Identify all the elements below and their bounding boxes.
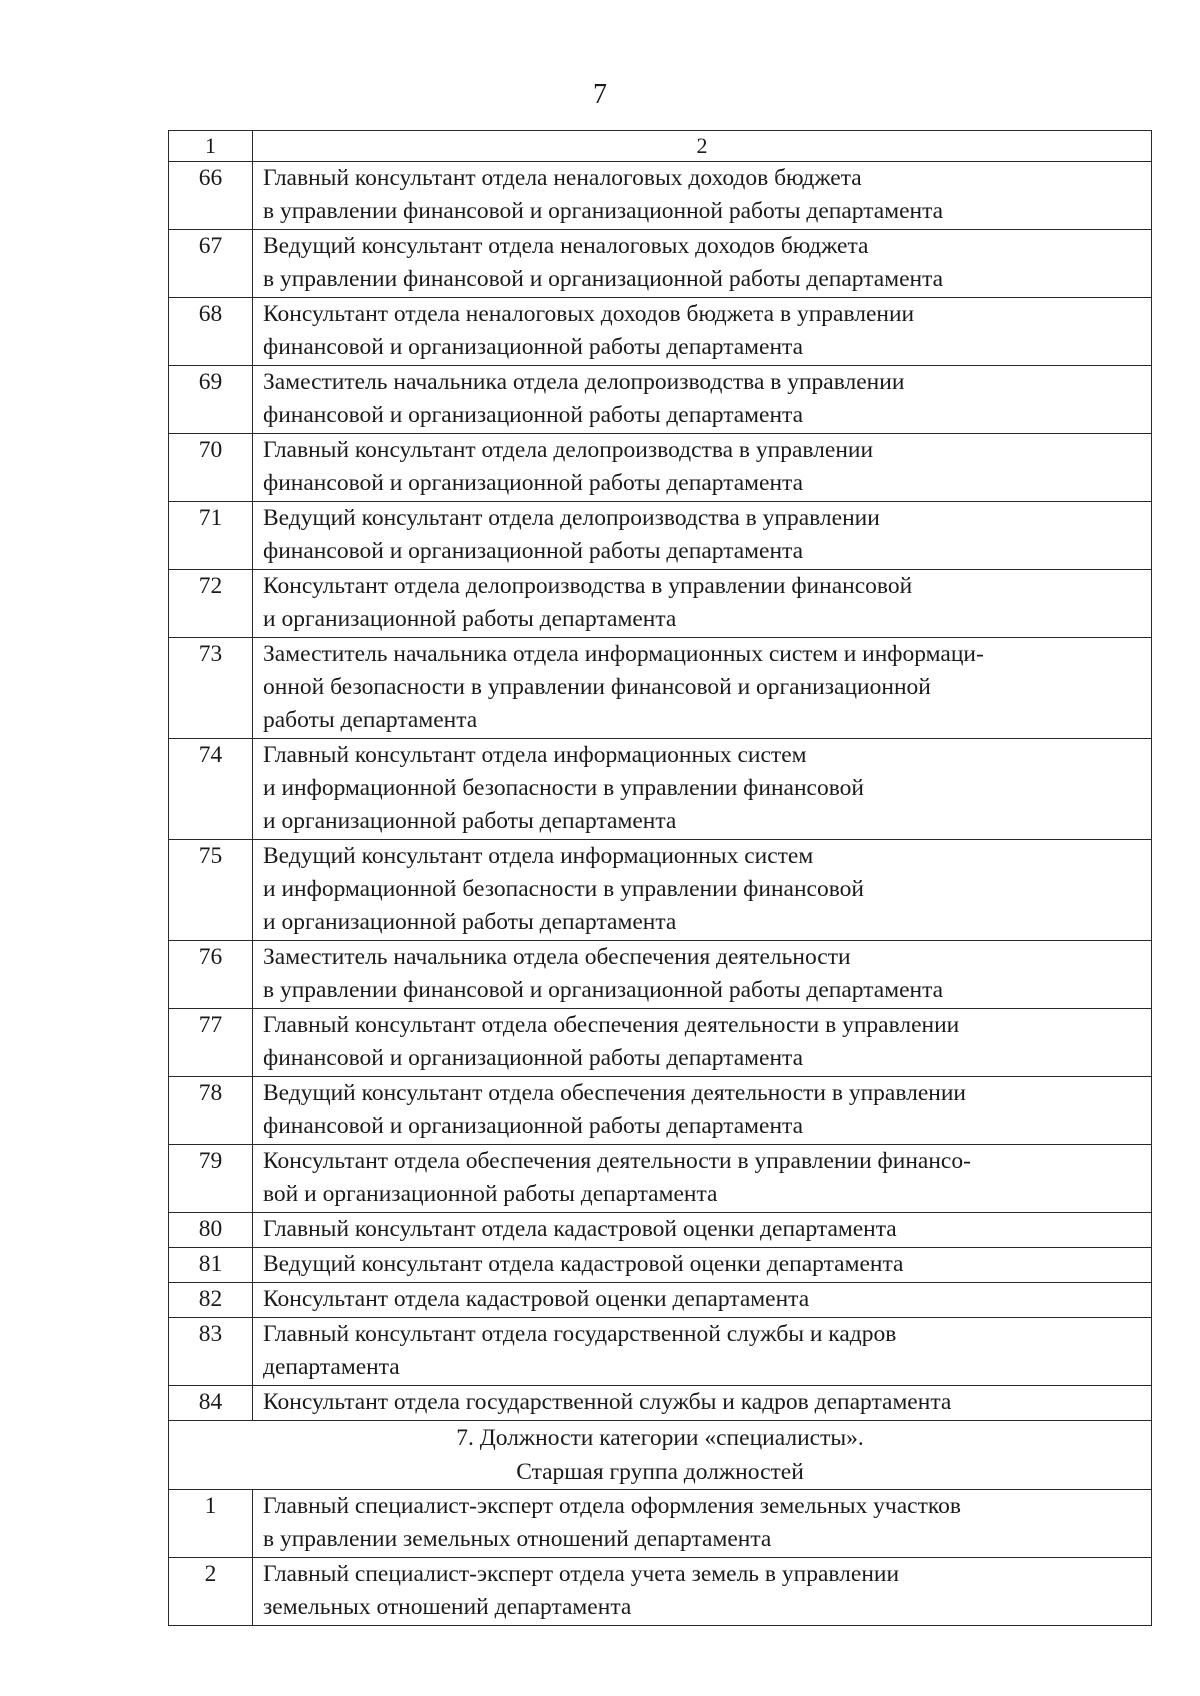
position-title	[253, 298, 1152, 366]
positions-table	[168, 130, 1152, 1626]
table-row	[169, 1009, 1152, 1077]
table-row	[169, 1077, 1152, 1145]
position-title	[253, 230, 1152, 298]
table-header-row	[169, 131, 1152, 162]
position-title-line: Консультант отдела делопроизводства в управлении финансовой	[263, 573, 913, 599]
table-row	[169, 1145, 1152, 1213]
row-number: 74	[169, 739, 253, 840]
section-heading	[169, 1421, 1152, 1490]
position-title-line: Главный специалист-эксперт отдела оформления земельных участков	[263, 1493, 961, 1519]
position-title	[253, 1213, 1152, 1248]
row-number: 73	[169, 638, 253, 739]
row-number: 68	[169, 298, 253, 366]
position-title-line: Ведущий консультант отдела неналоговых доходов бюджета	[263, 233, 869, 259]
position-title	[253, 1145, 1152, 1213]
section-subtitle: Старшая группа должностей	[516, 1459, 804, 1485]
table-row	[169, 1558, 1152, 1626]
row-number: 82	[169, 1283, 253, 1318]
position-title	[253, 1318, 1152, 1386]
row-number: 78	[169, 1077, 253, 1145]
row-number: 76	[169, 941, 253, 1009]
position-title-line: Главный консультант отдела обеспечения деятельности в управлении	[263, 1012, 960, 1038]
position-title	[253, 434, 1152, 502]
table-row	[169, 570, 1152, 638]
row-number: 81	[169, 1248, 253, 1283]
row-number: 79	[169, 1145, 253, 1213]
position-title-line: Главный консультант отдела информационных систем	[263, 742, 807, 768]
row-number: 67	[169, 230, 253, 298]
row-number: 72	[169, 570, 253, 638]
position-title	[253, 1248, 1152, 1283]
table-row	[169, 502, 1152, 570]
row-number: 2	[169, 1558, 253, 1626]
position-title	[253, 502, 1152, 570]
position-title-line: Главный консультант отдела государственной службы и кадров	[263, 1321, 897, 1347]
position-title-line: Консультант отдела обеспечения деятельности в управлении финансо-	[263, 1148, 971, 1174]
section-title: 7. Должности категории «специалисты».	[456, 1425, 864, 1451]
position-title-line: Консультант отдела государственной службы и кадров департамента	[263, 1389, 952, 1415]
row-number: 80	[169, 1213, 253, 1248]
header-column-1: 1	[169, 131, 253, 162]
position-title-line: Главный консультант отдела неналоговых доходов бюджета	[263, 165, 862, 191]
table-row	[169, 1283, 1152, 1318]
table-row	[169, 941, 1152, 1009]
position-title-line: финансовой и организационной работы департамента	[263, 538, 804, 564]
row-number: 69	[169, 366, 253, 434]
table-row	[169, 638, 1152, 739]
position-title	[253, 1386, 1152, 1421]
row-number: 66	[169, 162, 253, 230]
position-title-line: земельных отношений департамента	[263, 1594, 632, 1620]
position-title-line: в управлении финансовой и организационной работы департамента	[263, 198, 944, 224]
position-title	[253, 739, 1152, 840]
position-title-line: в управлении финансовой и организационной работы департамента	[263, 977, 944, 1003]
table-row	[169, 298, 1152, 366]
position-title-line: Заместитель начальника отдела информационных систем и информаци-	[263, 641, 984, 667]
position-title-line: Заместитель начальника отдела обеспечения деятельности	[263, 944, 851, 970]
table-row	[169, 366, 1152, 434]
row-number: 71	[169, 502, 253, 570]
row-number: 1	[169, 1490, 253, 1558]
table-row	[169, 739, 1152, 840]
table-row	[169, 162, 1152, 230]
position-title-line: Ведущий консультант отдела кадастровой оценки департамента	[263, 1251, 904, 1277]
position-title-line: финансовой и организационной работы департамента	[263, 402, 804, 428]
row-number: 75	[169, 840, 253, 941]
section-heading-row	[169, 1421, 1152, 1490]
position-title-line: онной безопасности в управлении финансовой и организационной	[263, 674, 931, 700]
position-title	[253, 1009, 1152, 1077]
row-number: 83	[169, 1318, 253, 1386]
position-title-line: и организационной работы департамента	[263, 909, 677, 935]
position-title-line: финансовой и организационной работы департамента	[263, 1045, 804, 1071]
table-row	[169, 840, 1152, 941]
position-title-line: и информационной безопасности в управлении финансовой	[263, 876, 864, 902]
position-title-line: работы департамента	[263, 707, 478, 733]
position-title	[253, 1490, 1152, 1558]
position-title	[253, 638, 1152, 739]
position-title-line: Главный консультант отдела кадастровой оценки департамента	[263, 1216, 897, 1242]
positions-table-body	[169, 131, 1152, 1626]
position-title	[253, 162, 1152, 230]
position-title-line: Главный специалист-эксперт отдела учета земель в управлении	[263, 1561, 900, 1587]
table-row	[169, 1490, 1152, 1558]
table-row	[169, 230, 1152, 298]
header-column-2: 2	[253, 131, 1152, 162]
position-title-line: в управлении земельных отношений департамента	[263, 1526, 772, 1552]
position-title-line: Ведущий консультант отдела делопроизводства в управлении	[263, 505, 880, 531]
position-title	[253, 840, 1152, 941]
position-title-line: в управлении финансовой и организационной работы департамента	[263, 266, 944, 292]
position-title-line: Ведущий консультант отдела обеспечения деятельности в управлении	[263, 1080, 966, 1106]
position-title-line: и организационной работы департамента	[263, 808, 677, 834]
position-title-line: вой и организационной работы департамента	[263, 1181, 718, 1207]
position-title	[253, 941, 1152, 1009]
position-title-line: Главный консультант отдела делопроизводства в управлении	[263, 437, 874, 463]
position-title	[253, 1077, 1152, 1145]
table-row	[169, 1213, 1152, 1248]
table-row	[169, 1318, 1152, 1386]
position-title-line: финансовой и организационной работы департамента	[263, 334, 804, 360]
position-title-line: Заместитель начальника отдела делопроизводства в управлении	[263, 369, 905, 395]
position-title-line: и информационной безопасности в управлении финансовой	[263, 775, 864, 801]
position-title-line: Консультант отдела неналоговых доходов бюджета в управлении	[263, 301, 915, 327]
position-title	[253, 366, 1152, 434]
row-number: 77	[169, 1009, 253, 1077]
position-title	[253, 570, 1152, 638]
position-title	[253, 1283, 1152, 1318]
table-row	[169, 1386, 1152, 1421]
position-title	[253, 1558, 1152, 1626]
position-title-line: Ведущий консультант отдела информационных систем	[263, 843, 814, 869]
position-title-line: департамента	[263, 1354, 400, 1380]
row-number: 70	[169, 434, 253, 502]
position-title-line: финансовой и организационной работы департамента	[263, 1113, 804, 1139]
table-row	[169, 1248, 1152, 1283]
position-title-line: и организационной работы департамента	[263, 606, 677, 632]
position-title-line: финансовой и организационной работы департамента	[263, 470, 804, 496]
row-number: 84	[169, 1386, 253, 1421]
position-title-line: Консультант отдела кадастровой оценки департамента	[263, 1286, 810, 1312]
table-row	[169, 434, 1152, 502]
page-number: 7	[593, 79, 607, 110]
